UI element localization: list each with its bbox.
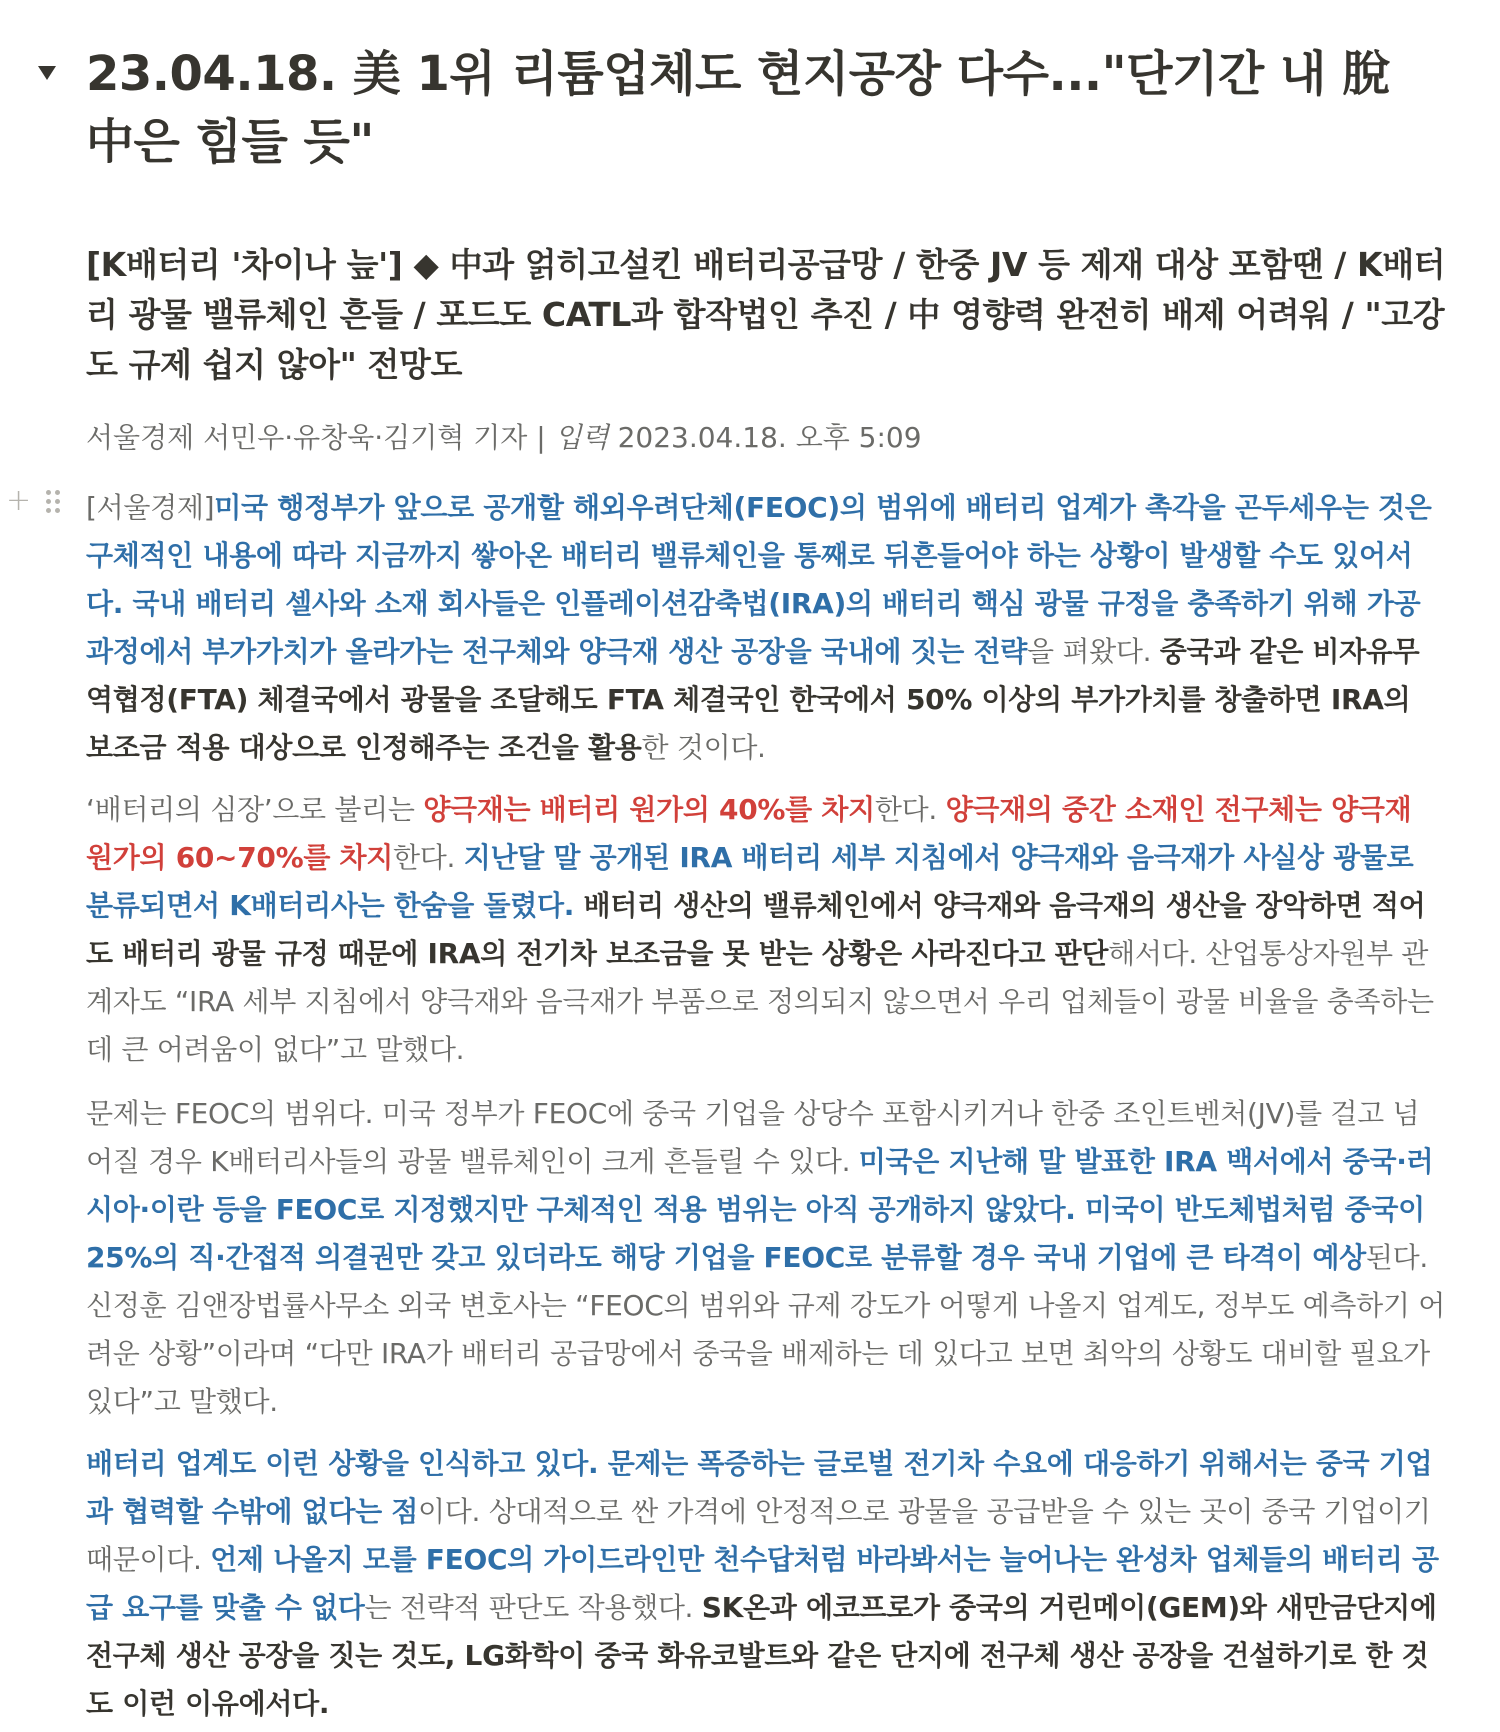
p3-segment: 문제는 FEOC의 범위다. 미국 정부가 FEOC에 중국 기업을 상당수 포함시키거나 한중 조인트벤처(JV)를 걸고 넘어질 경우 K배터리사들의 광물 밸류체인이 크게 흔들릴 수 있다. (86, 1097, 1420, 1178)
p4-segment: SK온과 에코프로가 중국의 거린메이(GEM)와 새만금단지에 전구체 생산 공장을 짓는 것도, LG화학이 중국 화유코발트와 같은 단지에 전구체 생산 공장을 건설하기로 한 것도 이런 이유에서다. (86, 1591, 1437, 1720)
page-title[interactable]: 23.04.18. 美 1위 리튬업체도 현지공장 다수..."단기간 내 脫中은 힘들 듯" (86, 46, 1390, 170)
p2-segment: 양극재는 배터리 원가의 40%를 차지 (423, 793, 875, 826)
paragraph-4[interactable] (86, 1440, 1446, 1728)
p4-segment: 언제 나올지 모를 FEOC의 가이드라인만 천수답처럼 바라봐서는 늘어나는 완성차 업체들의 배터리 공급 요구를 맞출 수 없다 (86, 1543, 1439, 1624)
byline-date: 2023.04.18. 오후 5:09 (608, 421, 922, 454)
p4-segment: 배터리 업계도 이런 상황을 인식하고 있다. 문제는 폭증하는 글로벌 전기차 수요에 대응하기 위해서는 중국 기업과 협력할 수밖에 없다는 점 (86, 1447, 1433, 1528)
drag-handle-icon[interactable] (46, 488, 62, 516)
paragraph-2[interactable] (86, 786, 1446, 1074)
p2-segment: ‘배터리의 심장’으로 불리는 (86, 793, 424, 826)
plus-icon[interactable]: + (6, 483, 32, 518)
p1-segment: 을 펴왔다. (1026, 635, 1160, 668)
p3-segment: 미국은 지난해 말 발표한 IRA 백서에서 중국·러시아·이란 등을 FEOC로 지정했지만 구체적인 적용 범위는 아직 공개하지 않았다. 미국이 반도체법처럼 중국이 25%의 직·간접적 의결권만 갖고 있더라도 해당 기업을 FEOC로 분류할 경우 국내 기업에 큰 타격이 예상 (86, 1145, 1434, 1274)
p2-segment: 양극재의 중간 소재인 전구체는 양극재 원가의 60~70%를 차지 (86, 793, 1412, 874)
p4-segment: 이다. 상대적으로 싼 가격에 안정적으로 광물을 공급받을 수 있는 곳이 중국 기업이기 때문이다. (86, 1495, 1431, 1576)
block-handle (6, 483, 76, 526)
p2-segment: 지난달 말 공개된 IRA 배터리 세부 지침에서 양극재와 음극재가 사실상 광물로 분류되면서 K배터리사는 한숨을 돌렸다. (86, 841, 1414, 922)
byline-input-label: 입력 (554, 421, 609, 454)
p1-segment: 한 것이다. (641, 731, 766, 764)
p2-segment: 한다. (393, 841, 464, 874)
p2-segment: 해서다. 산업통상자원부 관계자도 “IRA 세부 지침에서 양극재와 음극재가 부품으로 정의되지 않으면서 우리 업체들이 광물 비율을 충족하는 데 큰 어려움이 없다”고 말했다. (86, 937, 1434, 1066)
toggle-triangle-down-icon[interactable] (38, 66, 56, 80)
p1-segment: [서울경제] (86, 491, 215, 524)
p3-segment: 된다. 신정훈 김앤장법률사무소 외국 변호사는 “FEOC의 범위와 규제 강도가 어떻게 나올지 업계도, 정부도 예측하기 어려운 상황”이라며 “다만 IRA가 배터리 공급망에서 중국을 배제하는 데 있다고 보면 최악의 상황도 대비할 필요가 있다”고 말했다. (86, 1241, 1445, 1418)
paragraph-1[interactable] (86, 484, 1446, 772)
p4-segment: 는 전략적 판단도 작용했다. (364, 1591, 702, 1624)
p2-segment: 한다. (874, 793, 946, 826)
byline-author: 서울경제 서민우·유창욱·김기혁 기자 | (86, 421, 555, 454)
article-subtitle: [K배터리 '차이나 늪'] ◆ 中과 얽히고설킨 배터리공급망 / 한중 JV 등 제재 대상 포함땐 / K배터리 광물 밸류체인 흔들 / 포드도 CATL과 합작법인 추진 / 中 영향력 완전히 배제 어려워 / "고강도 규제 쉽지 않아" 전망도 (86, 245, 1446, 384)
byline (86, 416, 1446, 460)
p1-segment: 중국과 같은 비자유무역협정(FTA) 체결국에서 광물을 조달해도 FTA 체결국인 한국에서 50% 이상의 부가가치를 창출하면 IRA의 보조금 적용 대상으로 인정해주는 조건을 활용 (86, 635, 1420, 764)
p1-segment: 미국 행정부가 앞으로 공개할 해외우려단체(FEOC)의 범위에 배터리 업계가 촉각을 곤두세우는 것은 구체적인 내용에 따라 지금까지 쌓아온 배터리 밸류체인을 통째로 뒤흔들어야 하는 상황이 발생할 수도 있어서다. 국내 배터리 셀사와 소재 회사들은 인플레이션감축법(IRA)의 배터리 핵심 광물 규정을 충족하기 위해 가공 과정에서 부가가치가 올라가는 전구체와 양극재 생산 공장을 국내에 짓는 전략 (86, 491, 1432, 668)
p2-segment: 배터리 생산의 밸류체인에서 양극재와 음극재의 생산을 장악하면 적어도 배터리 광물 규정 때문에 IRA의 전기차 보조금을 못 받는 상황은 사라진다고 판단 (86, 889, 1426, 970)
paragraph-3[interactable] (86, 1090, 1446, 1426)
